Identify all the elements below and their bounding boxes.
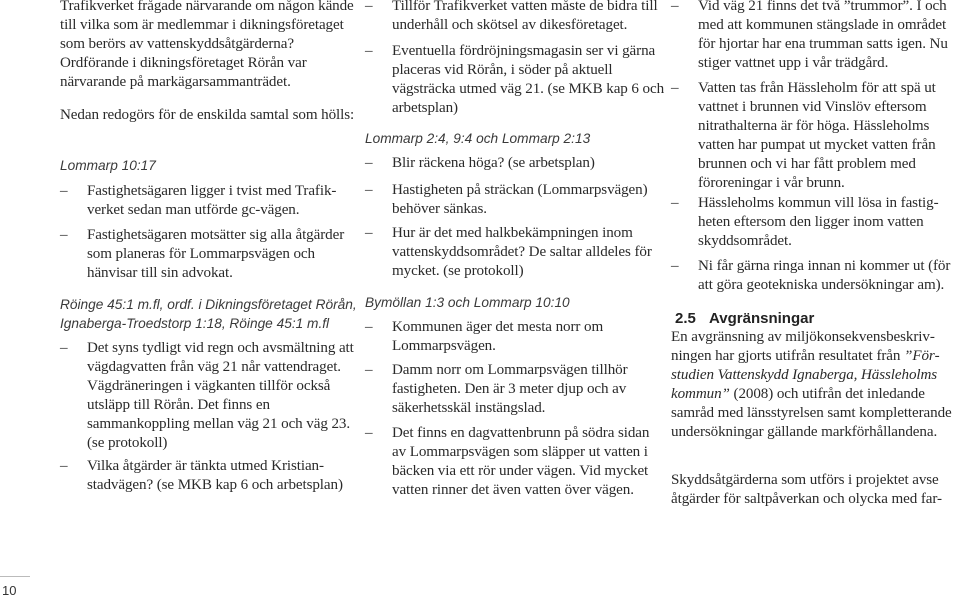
list-item: – Damm norr om Lommarpsvägen tillhör fastigheten. Den är 3 meter djup och av säkerhetsskäl instängslad. [365,361,665,418]
list-item: – Ni får gärna ringa innan ni kommer ut (för att göra geotekniska undersökningar am). [671,257,958,295]
section-paragraph [671,328,953,442]
list-item: – Det finns en dagvattenbrunn på södra sidan av Lommarpsvägen som släpper ut vatten i bäcken via ett rör under vägen. Vid mycket vatten rinner det även vatten över vägen. [365,424,665,500]
page-number: 10 [2,583,17,598]
footer-rule [0,576,30,577]
subheading-bymollan: Bymöllan 1:3 och Lommarp 10:10 [365,295,570,310]
list-item: – Hässleholms kommun vill lösa in fastigheten eftersom den ligger inom vatten skyddsområdet. [671,194,958,251]
subheading-lommarp-10-17: Lommarp 10:17 [60,158,156,173]
list-item: – Fastighetsägaren motsätter sig alla åtgärder som planeras för Lommarpsvägen och hänvisar till sin advokat. [60,226,360,283]
list-item: – Kommunen äger det mesta norr om Lommarpsvägen. [365,318,665,356]
list-item: – Vatten tas från Hässleholm för att spä ut vattnet i brunnen vid Vinslöv eftersom nitrathalterna är för höga. Hässleholms vatten har pumpat ut mycket vatten från brunnen och vi har fått problem med föroreningar i vår brunn. [671,79,958,193]
list-item: – Hastigheten på sträckan (Lommarpsvägen) behöver sänkas. [365,181,665,219]
paragraph-text: En avgränsning av miljökonsekvensbeskrivningen har gjorts utifrån resultatet från [671,329,935,364]
list-item: – Fastighetsägaren ligger i tvist med Trafikverket sedan man utförde gc-vägen. [60,182,360,220]
section-heading [675,309,955,328]
subheading-lommarp-2-4: Lommarp 2:4, 9:4 och Lommarp 2:13 [365,131,591,146]
list-item: – Hur är det med halkbekämpningen inom vattenskyddsområdet? De saltar alldeles för mycket. (se protokoll) [365,224,665,281]
list-item: – Det syns tydligt vid regn och avsmältning att vägdagvatten från väg 21 når vattendraget. Vägdräneringen i vägkanten tillför också utsläpp till Rörån. Det finns en sammankoppling mellan väg 21 och väg 23. (se protokoll) [60,339,360,453]
list-item: – Blir räckena höga? (se arbetsplan) [365,154,665,173]
report-title: ”Förstudien Vattenskydd Ignaberga, Hässleholms kommun” [671,348,940,402]
subheading-roinge: Röinge 45:1 m.fl, ordf. i Dikningsföretaget Rörån, Ignaberga-Troedstorp 1:18, Röinge 45:1 m.fl [60,297,357,331]
intro-paragraph: Trafikverket frågade närvarande om någon kände till vilka som är medlemmar i dikningsföretaget som berörs av vattenskyddsåtgärderna? Ordförande i dikningsföretaget Rörån var närvarande på markägarsammanträdet. [60,0,354,90]
list-item: – Tillför Trafikverket vatten måste de bidra till underhåll och skötsel av dikesföretaget. [365,0,665,35]
list-item: – Eventuella fördröjningsmagasin ser vi gärna placeras vid Rörån, i söder på aktuell vägsträcka utmed väg 21. (se MKB kap 6 och arbetsplan) [365,42,665,118]
intro-paragraph-2: Nedan redogörs för de enskilda samtal som hölls: [60,107,355,123]
list-item: – Vilka åtgärder är tänkta utmed Kristianstadvägen? (se MKB kap 6 och arbetsplan) [60,457,360,495]
paragraph-text: (2008) och utifrån det inledande samråd med länsstyrelsen samt kompletterande undersökningar gällande markförhållandena. [671,386,952,440]
list-item: – Vid väg 21 finns det två ”trummor”. I och med att kommunen stängslade in området för hjortar har ena trumman satts igen. Nu stiger vattnet upp i vår trädgård. [671,0,958,73]
section-number: 2.5 [675,310,696,327]
section-paragraph-2: Skyddsåtgärderna som utförs i projektet avse åtgärder för saltpåverkan och olycka med far- [671,472,942,507]
section-title: Avgränsningar [709,310,815,327]
